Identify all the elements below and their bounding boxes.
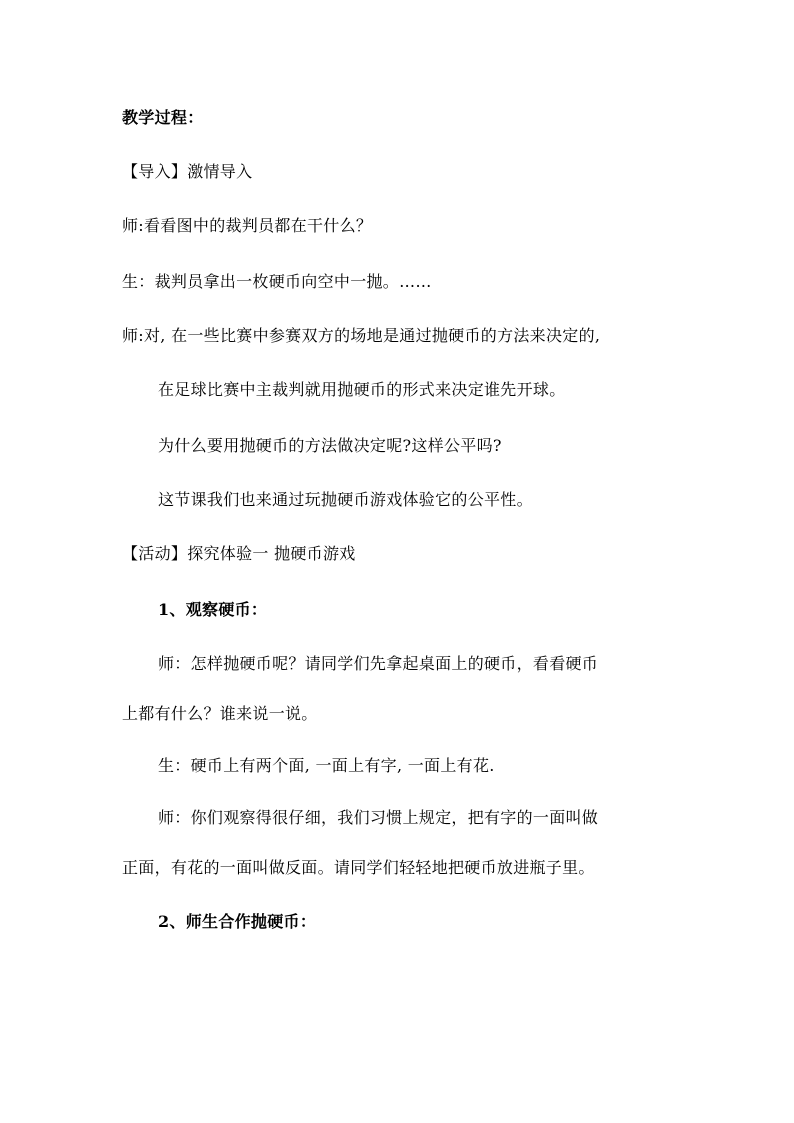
intro-label: 【导入】激情导入 — [122, 162, 253, 181]
teacher-line-continued: 在足球比赛中主裁判就用抛硬币的形式来决定谁先开球。 — [158, 380, 566, 399]
activity-label: 【活动】探究体验一 抛硬币游戏 — [122, 544, 356, 563]
step-title: 1、观察硬币： — [158, 600, 268, 619]
teacher-line: 师:对, 在一些比赛中参赛双方的场地是通过抛硬币的方法来决定的, — [122, 326, 601, 345]
teacher-line-wrap: 正面，有花的一面叫做反面。请同学们轻轻地把硬币放进瓶子里。 — [122, 858, 595, 877]
teacher-line-continued: 这节课我们也来通过玩抛硬币游戏体验它的公平性。 — [158, 490, 533, 509]
section-heading: 教学过程： — [122, 108, 204, 127]
student-line: 生：裁判员拿出一枚硬币向空中一抛。…… — [122, 272, 432, 291]
teacher-line: 师:看看图中的裁判员都在干什么？ — [122, 216, 373, 235]
teacher-line: 师：怎样抛硬币呢？请同学们先拿起桌面上的硬币，看看硬币 — [158, 654, 599, 673]
teacher-line-continued: 为什么要用抛硬币的方法做决定呢?这样公平吗? — [158, 436, 502, 455]
teacher-line: 师：你们观察得很仔细，我们习惯上规定，把有字的一面叫做 — [158, 808, 599, 827]
teacher-line-wrap: 上都有什么？谁来说一说。 — [122, 704, 318, 723]
step-title: 2、师生合作抛硬币： — [158, 912, 317, 931]
student-line: 生：硬币上有两个面, 一面上有字, 一面上有花. — [158, 756, 495, 775]
